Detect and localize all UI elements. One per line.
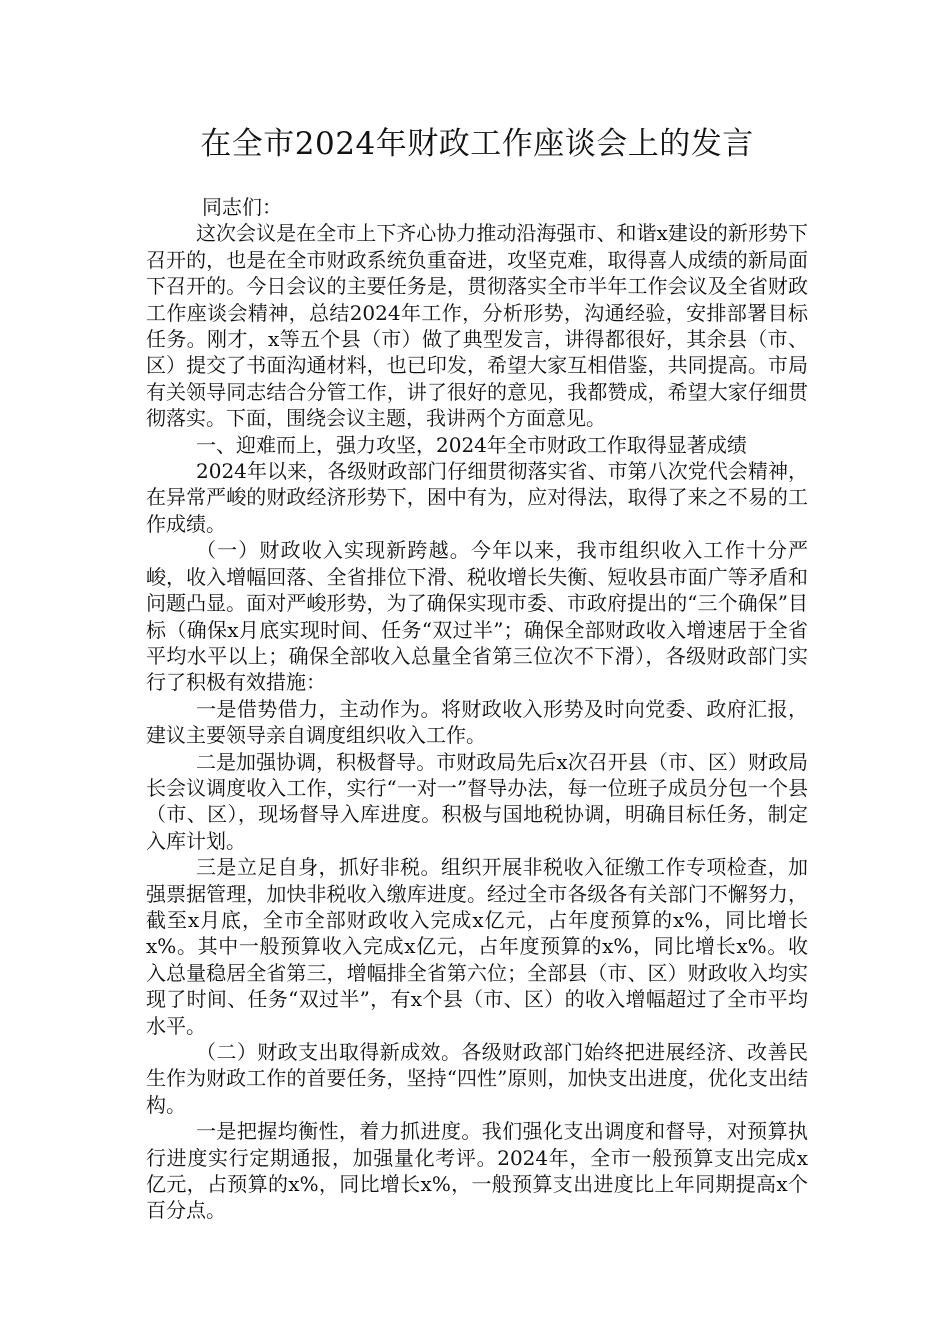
salutation: 同志们： xyxy=(202,195,282,219)
paragraph-measure-3: 三是立足自身，抓好非税。组织开展非税收入征缴工作专项检查，加强票据管理，加快非税收入缴库进度。经过全市各级各有关部门不懈努力，截至x月底，全市全部财政收入完成x亿元，占年度预算的x%，同比增长x%。其中一般预算收入完成x亿元，占年度预算的x%，同比增长x%。收入总量稳居全省第三，增幅排全省第六位；全部县（市、区）财政收入均实现了时间、任务“双过半”，有x个县（市、区）的收入增幅超过了全市平均水平。 xyxy=(146,855,808,1038)
paragraph-measure-1: 一是借势借力，主动作为。将财政收入形势及时向党委、政府汇报，建议主要领导亲自调度组织收入工作。 xyxy=(146,696,808,748)
paragraph-measure-2: 二是加强协调，积极督导。市财政局先后x次召开县（市、区）财政局长会议调度收入工作，实行“一对一”督导办法，每一位班子成员分包一个县（市、区），现场督导入库进度。积极与国地税协调，明确目标任务，制定入库计划。 xyxy=(146,749,808,853)
paragraph-expenditure: （二）财政支出取得新成效。各级财政部门始终把进展经济、改善民生作为财政工作的首要任务，坚持“四性”原则，加快支出进度，优化支出结构。 xyxy=(146,1040,808,1117)
paragraph-revenue: （一）财政收入实现新跨越。今年以来，我市组织收入工作十分严峻，收入增幅回落、全省排位下滑、税收增长失衡、短收县市面广等矛盾和问题凸显。面对严峻形势，为了确保实现市委、市政府提出的“三个确保”目标（确保x月底实现时间、任务“双过半”；确保全部财政收入增速居于全省平均水平以上；确保全部收入总量全省第三位次不下滑），各级财政部门实行了积极有效措施： xyxy=(146,538,808,695)
document-title: 在全市2024年财政工作座谈会上的发言 xyxy=(200,126,754,162)
section-heading-1: 一、迎难而上，强力攻坚，2024年全市财政工作取得显著成绩 xyxy=(196,432,747,457)
paragraph-expenditure-1: 一是把握均衡性，着力抓进度。我们强化支出调度和督导，对预算执行进度实行定期通报，加强量化考评。2024年，全市一般预算支出完成x亿元，占预算的x%，同比增长x%，一般预算支出进度比上年同期提高x个百分点。 xyxy=(146,1119,808,1223)
document-page xyxy=(146,124,808,1224)
paragraph-intro: 这次会议是在全市上下齐心协力推动沿海强市、和谐x建设的新形势下召开的，也是在全市财政系统负重奋进，攻坚克难，取得喜人成绩的新局面下召开的。今日会议的主要任务是，贯彻落实全市半年工作会议及全省财政工作座谈会精神，总结2024年工作，分析形势，沟通经验，安排部署目标任务。刚才，x等五个县（市）做了典型发言，讲得都很好，其余县（市、区）提交了书面沟通材料，也已印发，希望大家互相借鉴，共同提高。市局有关领导同志结合分管工作，讲了很好的意见，我都赞成，希望大家仔细贯彻落实。下面，围绕会议主题，我讲两个方面意见。 xyxy=(146,221,808,431)
paragraph-overview: 2024年以来，各级财政部门仔细贯彻落实省、市第八次党代会精神，在异常严峻的财政经济形势下，困中有为，应对得法，取得了来之不易的工作成绩。 xyxy=(146,459,808,536)
